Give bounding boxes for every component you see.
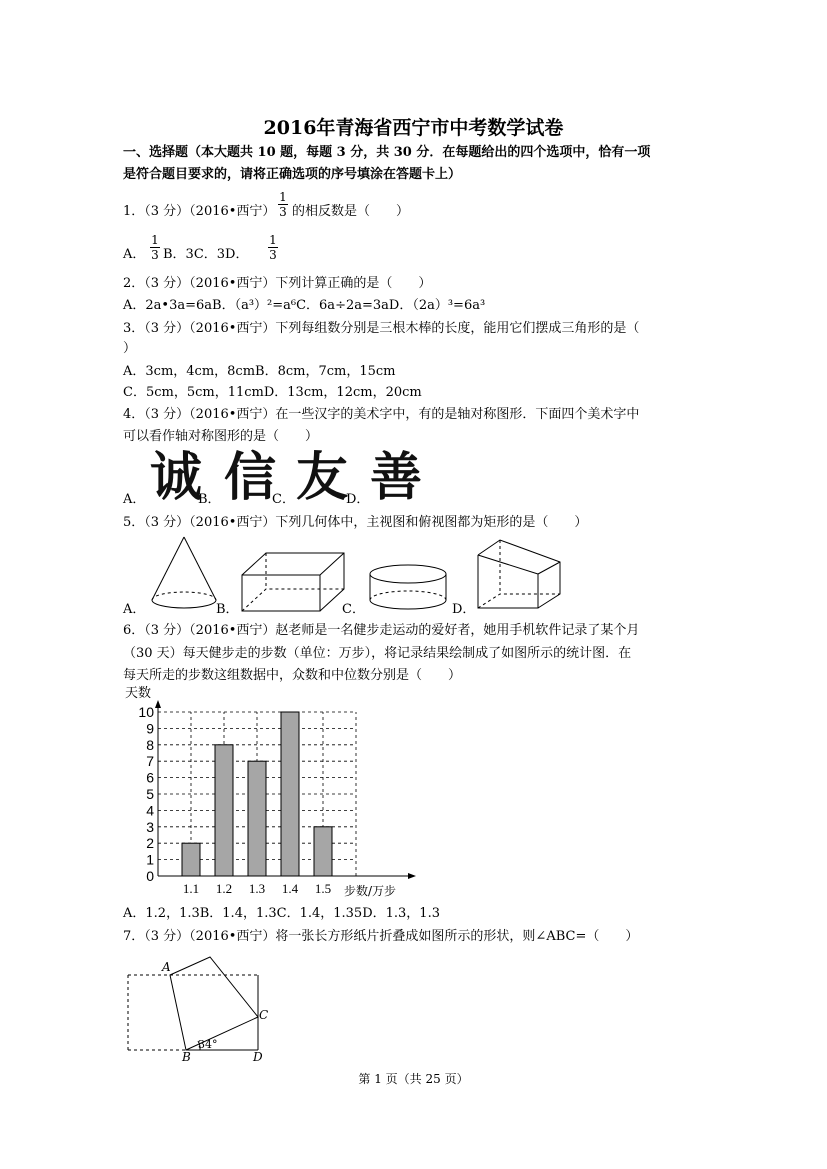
y-tick-label: 1 <box>146 851 154 868</box>
q4-char-cheng: 诚 <box>150 448 203 508</box>
q1-opt-d-den: 3 <box>269 248 277 262</box>
y-tick-label: 5 <box>146 786 154 802</box>
question-3-options-ab: A．3cm，4cm，8cmB．8cm，7cm，15cm <box>123 364 396 379</box>
q1-opt-a-label: A． <box>123 247 146 262</box>
x-tick-label: 1.3 <box>248 881 266 896</box>
question-4-line2: 可以看作轴对称图形的是（ ） <box>123 429 319 444</box>
q5-label-c: C． <box>342 602 365 617</box>
x-axis-label: 步数/万步 <box>344 884 397 898</box>
page-footer: 第 1 页（共 25 页） <box>358 1072 469 1086</box>
cuboid-solid <box>242 553 344 611</box>
y-axis-label: 天数 <box>125 686 152 701</box>
q1-prefix: 1．（3 分）（2016•西宁） <box>123 204 276 219</box>
y-tick-label: 8 <box>146 736 154 753</box>
y-tick-label: 6 <box>146 769 154 786</box>
q1-opt-a-den: 3 <box>151 248 159 262</box>
q1-opt-a-num: 1 <box>151 233 159 247</box>
q4-label-a: A． <box>123 492 146 507</box>
question-6-line1: 6．（3 分）（2016•西宁）赵老师是一名健步走运动的爱好者，她用手机软件记录了某个月 <box>123 623 640 638</box>
question-3-line2: ） <box>123 341 137 356</box>
x-axis-arrow <box>408 873 416 879</box>
x-tick-label: 1.4 <box>281 881 299 896</box>
y-tick-label: 9 <box>146 720 154 737</box>
q4-char-shan: 善 <box>370 448 423 508</box>
q7-angle-label: 34° <box>198 1038 218 1051</box>
q5-label-d: D． <box>452 602 476 617</box>
x-tick-label: 1.1 <box>182 881 200 896</box>
section-header-line2: 是符合题目要求的，请将正确选项的序号填涂在答题卡上） <box>123 167 462 182</box>
page-title: 2016年青海省西宁市中考数学试卷 <box>263 117 564 139</box>
q5-label-b: B． <box>216 602 239 617</box>
q5-label-a: A． <box>123 602 146 617</box>
question-7-stem: 7．（3 分）（2016•西宁）将一张长方形纸片折叠成如图所示的形状，则∠ABC=（ ） <box>123 929 639 944</box>
bar <box>182 843 200 876</box>
question-3-line1: 3．（3 分）（2016•西宁）下列每组数分别是三根木棒的长度，能用它们摆成三角形的是（ <box>123 321 640 336</box>
q1-opt-d-num: 1 <box>269 233 277 247</box>
y-tick-label: 2 <box>146 835 154 852</box>
prism-solid <box>478 540 560 608</box>
x-tick-label: 1.2 <box>215 881 233 896</box>
question-6-options: A．1.2，1.3B．1.4，1.3C．1.4，1.35D．1.3，1.3 <box>123 906 440 921</box>
section-header-line1: 一、选择题（本大题共 10 题，每题 3 分，共 30 分．在每题给出的四个选项中，恰有一项 <box>123 145 651 160</box>
q4-label-d: D． <box>346 492 370 507</box>
question-2-options: A．2a•3a=6aB．（a³）²=a⁶C．6a÷2a=3aD．（2a）³=6a³ <box>123 298 486 313</box>
y-tick-label: 7 <box>146 753 154 770</box>
cylinder-solid <box>370 565 446 609</box>
q1-suffix: 的相反数是（ ） <box>292 204 410 219</box>
q7-label-d: D <box>253 1050 263 1064</box>
question-4-line1: 4．（3 分）（2016•西宁）在一些汉字的美术字中，有的是轴对称图形．下面四个美术字中 <box>123 407 640 422</box>
q4-label-b: B． <box>198 492 221 507</box>
q1-opt-rest: B．3C．3D． <box>163 247 249 262</box>
y-axis-arrow <box>155 700 161 708</box>
question-6-line2: （30 天）每天健步走的步数（单位：万步），将记录结果绘制成了如图所示的统计图．在 <box>123 646 632 661</box>
y-tick-label: 10 <box>138 704 154 720</box>
q1-frac-num: 1 <box>279 190 287 204</box>
y-tick-label: 3 <box>146 818 154 835</box>
q7-label-c: C <box>259 1008 269 1022</box>
q1-frac-den: 3 <box>279 205 287 219</box>
question-5-stem: 5．（3 分）（2016•西宁）下列几何体中，主视图和俯视图都为矩形的是（ ） <box>123 515 588 530</box>
q4-char-xin: 信 <box>224 448 277 508</box>
bar <box>314 827 332 876</box>
question-2-stem: 2．（3 分）（2016•西宁）下列计算正确的是（ ） <box>123 276 432 291</box>
x-tick-label: 1.5 <box>314 881 332 896</box>
q7-label-a: A <box>162 960 171 974</box>
y-tick-label: 4 <box>146 802 154 819</box>
question-6-line3: 每天所走的步数这组数据中，众数和中位数分别是（ ） <box>123 668 462 683</box>
q4-char-you: 友 <box>296 448 349 508</box>
steps-bar-chart <box>110 682 420 902</box>
bar <box>248 761 266 876</box>
bar <box>281 712 299 876</box>
question-3-options-cd: C．5cm，5cm，11cmD．13cm，12cm，20cm <box>123 385 422 400</box>
cone-solid <box>152 537 216 608</box>
q7-label-b: B <box>182 1050 191 1064</box>
bar <box>215 745 233 876</box>
y-tick-label: 0 <box>146 868 154 884</box>
q4-label-c: C． <box>272 492 295 507</box>
